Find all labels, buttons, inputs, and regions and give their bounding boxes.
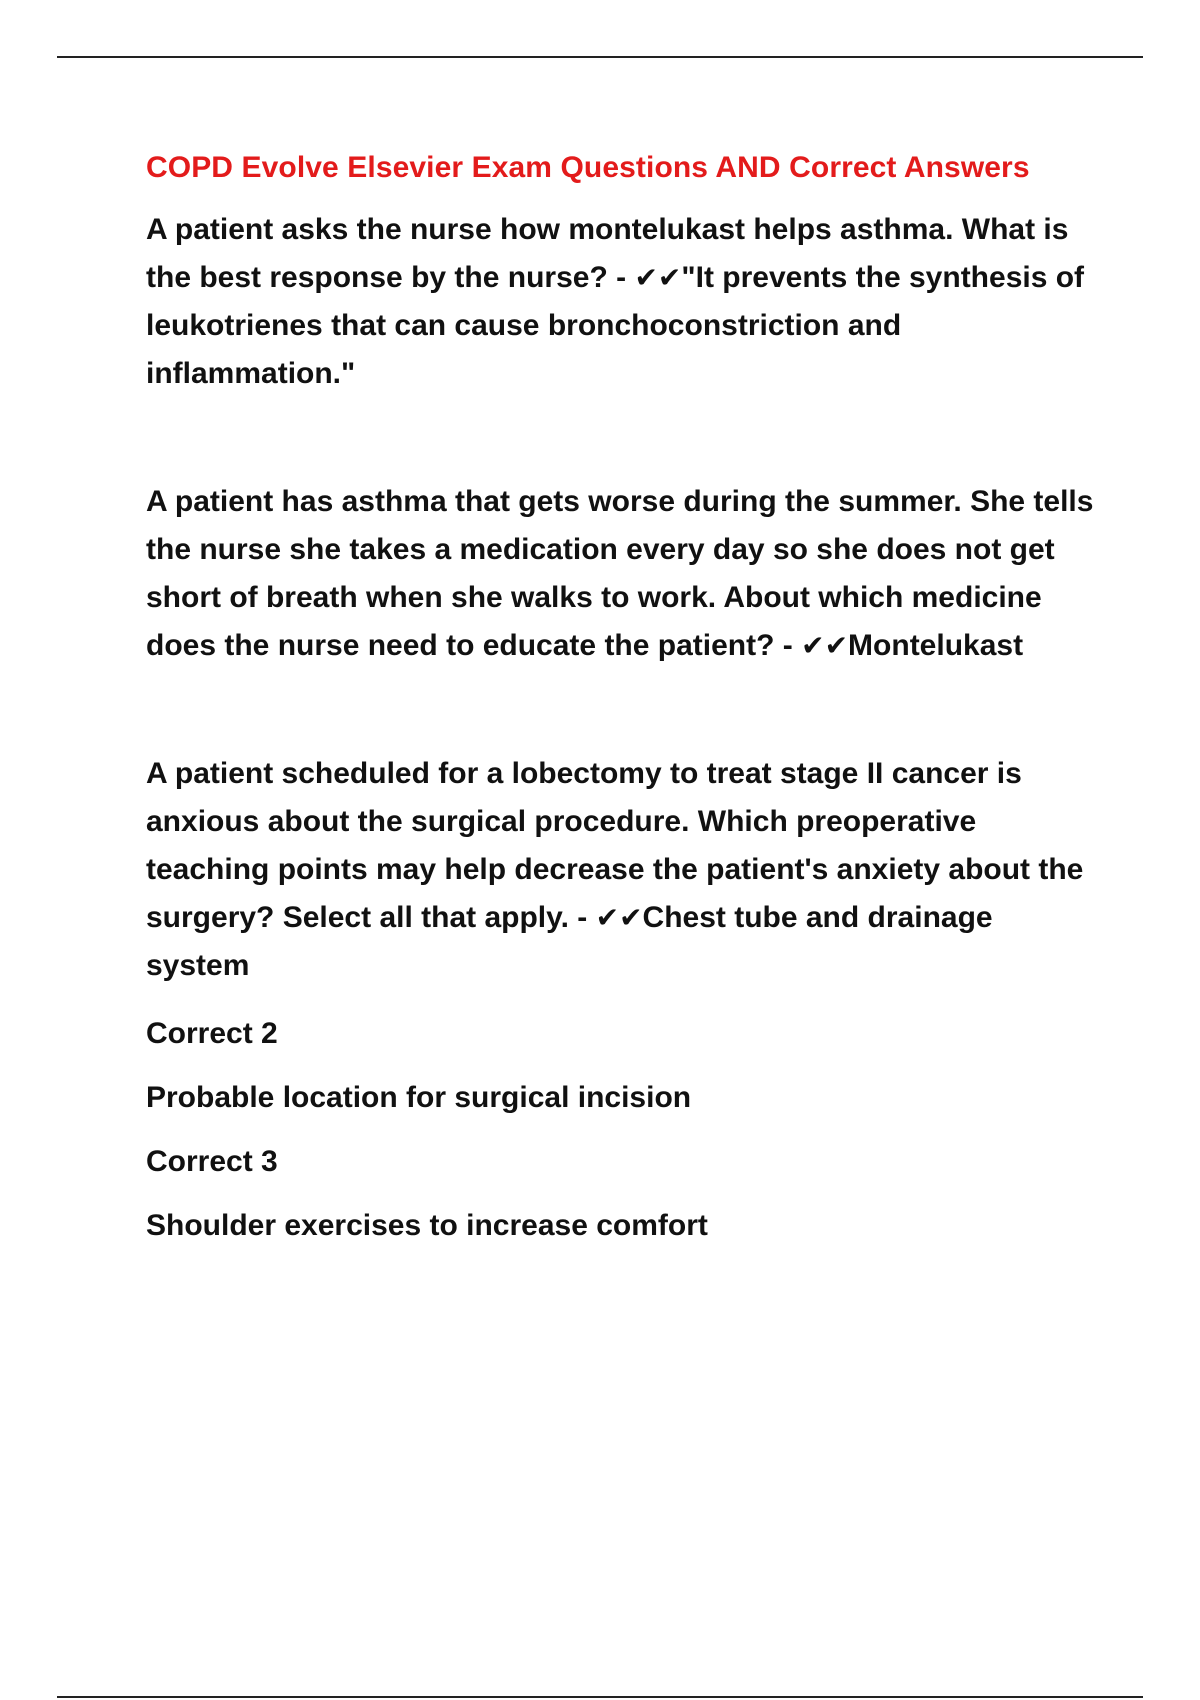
top-rule bbox=[57, 56, 1143, 58]
document-body bbox=[146, 148, 1096, 1246]
separator: - bbox=[616, 261, 627, 294]
double-check-icon: ✔✔ bbox=[801, 629, 849, 662]
separator: - bbox=[577, 901, 588, 934]
document-title: COPD Evolve Elsevier Exam Questions AND Correct Answers bbox=[146, 151, 1030, 184]
double-check-icon: ✔✔ bbox=[595, 901, 643, 934]
separator: - bbox=[782, 629, 793, 662]
double-check-icon: ✔✔ bbox=[634, 261, 682, 294]
qa-item-2 bbox=[146, 478, 1096, 670]
qa-item-3 bbox=[146, 750, 1096, 990]
question-text: A patient has asthma that gets worse during the summer. She tells the nurse she takes a medication every day so she does not get short of breath when she walks to work. About which medicine does the nurse need to educate the patient? bbox=[146, 485, 1094, 662]
qa-item-1 bbox=[146, 206, 1096, 398]
answer-extra-line: Shoulder exercises to increase comfort bbox=[146, 1209, 708, 1242]
answer-text: "It prevents the synthesis of leukotrienes that can cause bronchoconstriction and inflammation." bbox=[146, 261, 1085, 390]
bottom-rule bbox=[57, 1696, 1143, 1698]
answer-extra-line: Correct 2 bbox=[146, 1017, 278, 1050]
question-text: A patient asks the nurse how montelukast helps asthma. What is the best response by the nurse? bbox=[146, 213, 1069, 294]
answer-text: Chest tube and drainage system bbox=[146, 901, 993, 982]
answer-extra-line: Probable location for surgical incision bbox=[146, 1081, 692, 1114]
question-text: A patient scheduled for a lobectomy to treat stage II cancer is anxious about the surgical procedure. Which preoperative teaching points may help decrease the patient's anxiety about the surgery? Select all that apply. bbox=[146, 757, 1084, 934]
answer-extra-line: Correct 3 bbox=[146, 1145, 278, 1178]
answer-text: Montelukast bbox=[848, 629, 1024, 662]
